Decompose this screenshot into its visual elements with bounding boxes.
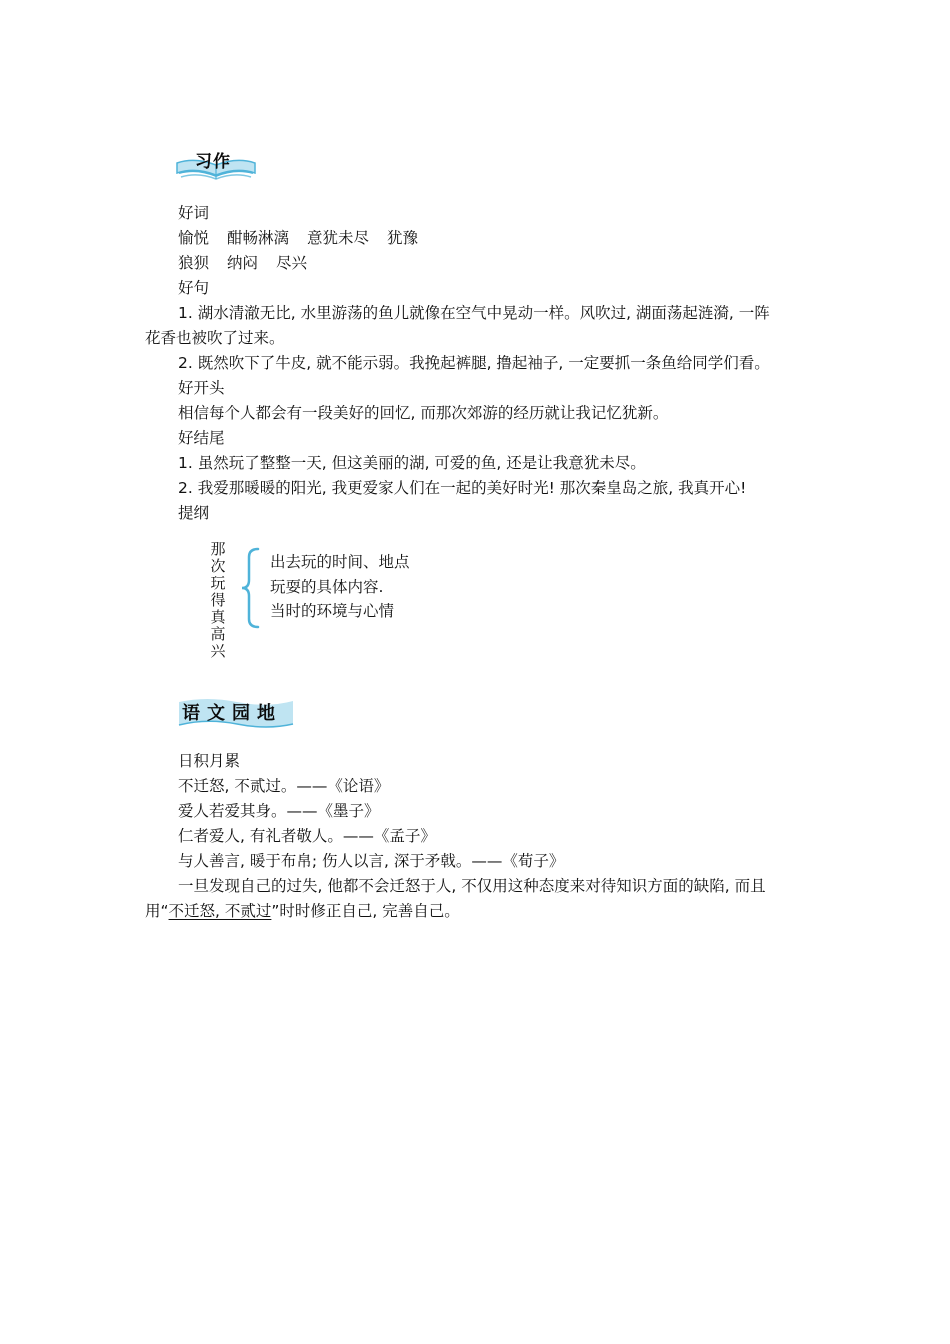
quote-line: 不迁怒, 不贰过。——《论语》 bbox=[178, 777, 390, 795]
outline-item: 当时的环境与心情 bbox=[270, 602, 395, 620]
word: 纳闷 bbox=[227, 254, 259, 272]
good-words-heading: 好词 bbox=[178, 204, 210, 222]
good-ending-heading: 好结尾 bbox=[178, 429, 225, 447]
word: 酣畅淋漓 bbox=[227, 229, 290, 247]
section-title: 语文园地 bbox=[182, 703, 282, 724]
word: 尽兴 bbox=[276, 254, 308, 272]
outline-item: 出去玩的时间、地点 bbox=[270, 553, 410, 571]
outline-item: 玩耍的具体内容. bbox=[270, 578, 384, 596]
ending-line: 1. 虽然玩了整整一天, 但这美丽的湖, 可爱的鱼, 还是让我意犹未尽。 bbox=[178, 454, 646, 472]
quote-line: 仁者爱人, 有礼者敬人。——《孟子》 bbox=[178, 827, 436, 845]
good-words-row bbox=[178, 253, 307, 273]
explanation-suffix: ”时时修正自己, 完善自己。 bbox=[271, 902, 460, 920]
good-sentences-heading: 好句 bbox=[178, 279, 210, 297]
accumulation-heading: 日积月累 bbox=[178, 752, 241, 770]
section-title: 习作 bbox=[195, 152, 231, 172]
word: 愉悦 bbox=[178, 229, 210, 247]
word: 意犹未尽 bbox=[307, 229, 370, 247]
explanation-line: 一旦发现自己的过失, 他都不会迁怒于人, 不仅用这种态度来对待知识方面的缺陷, 而且 bbox=[178, 877, 766, 895]
good-words-row bbox=[178, 228, 418, 248]
sentence-line: 1. 湖水清澈无比, 水里游荡的鱼儿就像在空气中晃动一样。风吹过, 湖面荡起涟漪, 一阵 bbox=[178, 304, 770, 322]
underlined-quote: 不迁怒, 不贰过 bbox=[168, 902, 272, 920]
sentence-line: 2. 既然吹下了牛皮, 就不能示弱。我挽起裤腿, 撸起袖子, 一定要抓一条鱼给同学们看。 bbox=[178, 354, 770, 372]
good-opening-text: 相信每个人都会有一段美好的回忆, 而那次郊游的经历就让我记忆犹新。 bbox=[178, 404, 669, 422]
section-banner-chinese-garden bbox=[177, 696, 297, 730]
outline-heading: 提纲 bbox=[178, 504, 210, 522]
word: 犹豫 bbox=[387, 229, 419, 247]
word: 狼狈 bbox=[178, 254, 210, 272]
explanation-prefix: 用“ bbox=[145, 902, 169, 920]
outline-title-vertical: 那次玩得真高兴 bbox=[210, 540, 226, 660]
ending-line: 2. 我爱那暖暖的阳光, 我更爱家人们在一起的美好时光! 那次秦皇岛之旅, 我真开心! bbox=[178, 479, 747, 497]
good-opening-heading: 好开头 bbox=[178, 379, 225, 397]
quote-line: 爱人若爱其身。——《墨子》 bbox=[178, 802, 380, 820]
sentence-line: 花香也被吹了过来。 bbox=[145, 329, 285, 347]
left-brace-icon bbox=[238, 547, 262, 629]
section-banner-writing bbox=[175, 143, 257, 183]
explanation-line bbox=[145, 901, 460, 921]
quote-line: 与人善言, 暖于布帛; 伤人以言, 深于矛戟。——《荀子》 bbox=[178, 852, 565, 870]
